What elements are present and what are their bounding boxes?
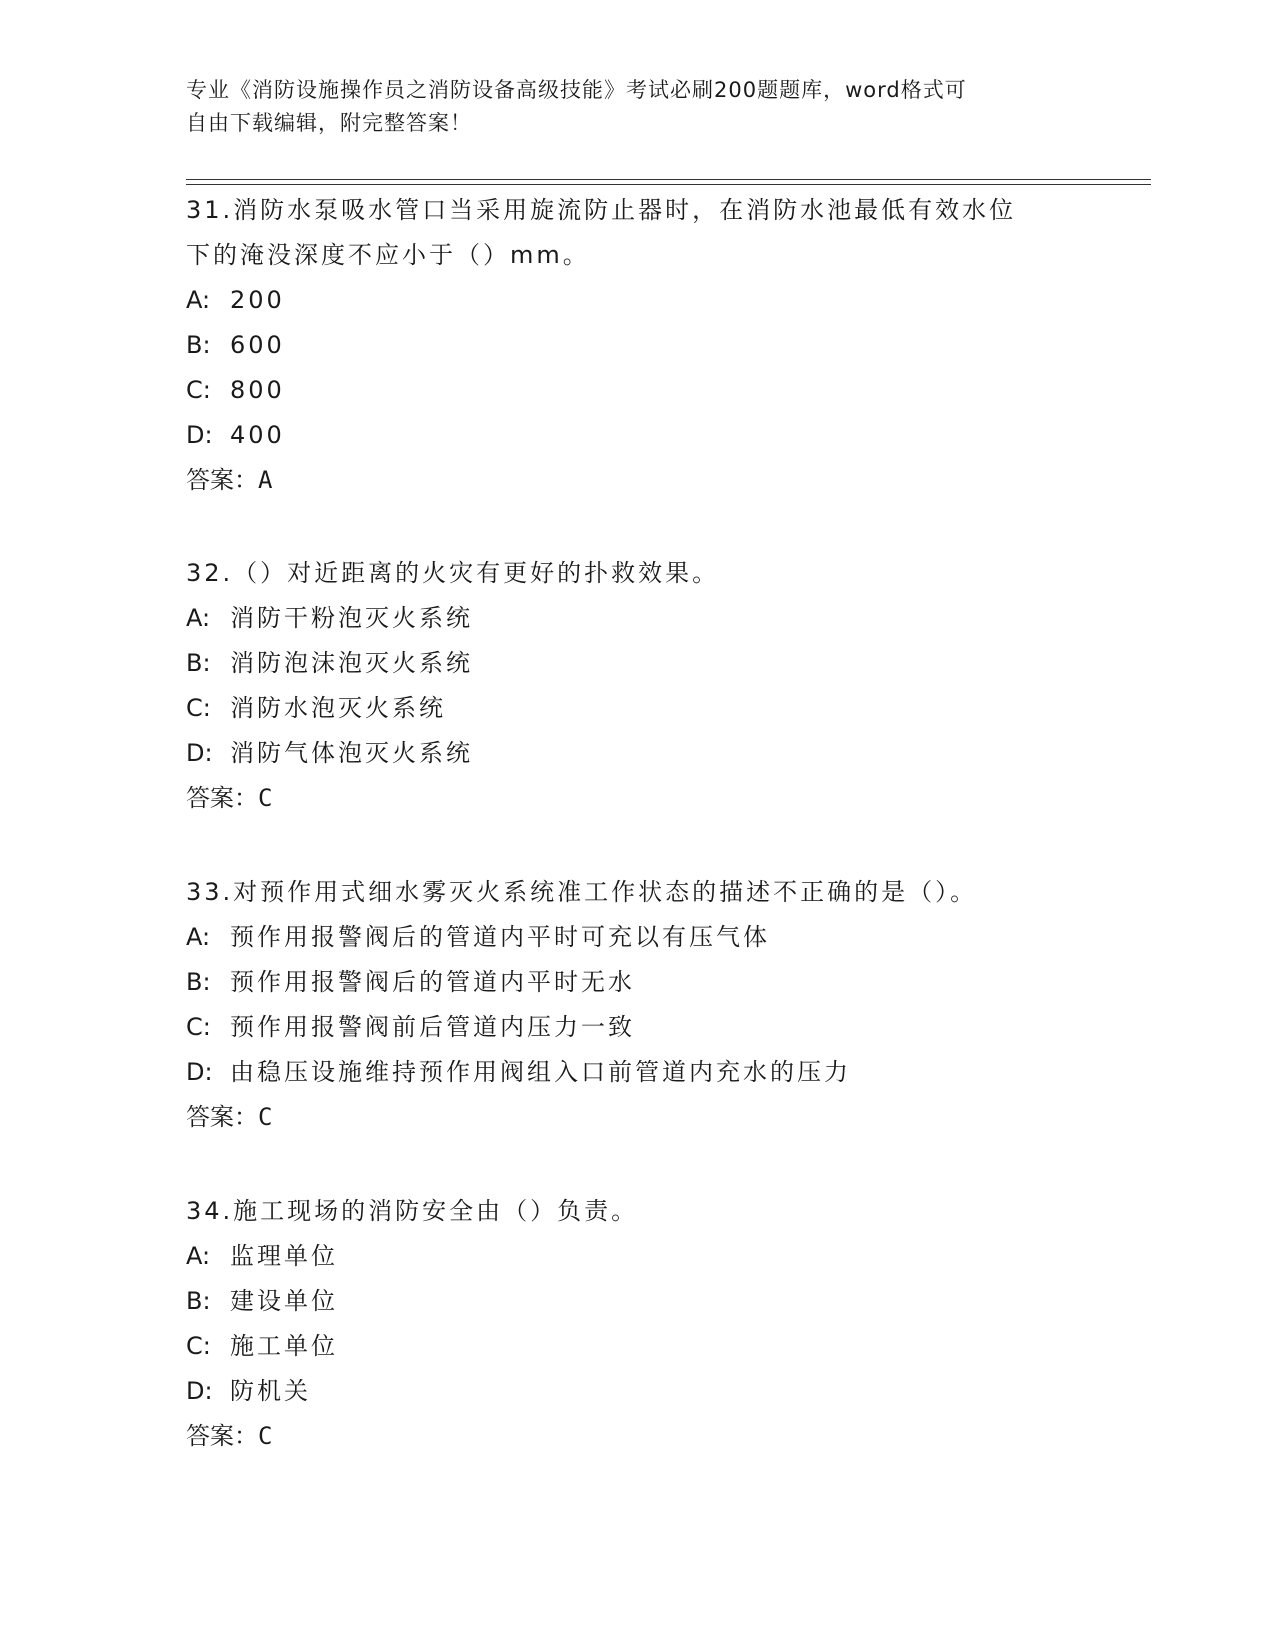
option-text: 由稳压设施维持预作用阀组入口前管道内充水的压力	[230, 1058, 851, 1086]
option-c	[186, 368, 1086, 413]
option-text: 施工单位	[230, 1332, 338, 1360]
question-33	[186, 870, 1086, 1140]
option-text: 预作用报警阀后的管道内平时可充以有压气体	[230, 923, 770, 951]
option-a	[186, 596, 1086, 641]
option-letter: A:	[186, 286, 211, 314]
question-stem-continued: 下的淹没深度不应小于（）mm。	[186, 241, 590, 269]
answer: 答案：C	[186, 1422, 273, 1450]
option-letter: D:	[186, 421, 213, 449]
option-b	[186, 323, 1086, 368]
question-stem: 33.对预作用式细水雾灭火系统准工作状态的描述不正确的是（）。	[186, 878, 978, 906]
option-text: 消防气体泡灭火系统	[230, 739, 473, 767]
header-divider-top	[186, 179, 1151, 180]
option-text: 监理单位	[230, 1242, 338, 1270]
option-letter: D:	[186, 1058, 213, 1086]
option-text: 800	[230, 376, 285, 404]
option-b	[186, 960, 1086, 1005]
option-a	[186, 915, 1086, 960]
option-letter: A:	[186, 1242, 211, 1270]
option-c	[186, 1005, 1086, 1050]
option-letter: C:	[186, 694, 211, 722]
option-letter: B:	[186, 1287, 211, 1315]
option-letter: B:	[186, 331, 211, 359]
option-a	[186, 1234, 1086, 1279]
option-d	[186, 1369, 1086, 1414]
option-d	[186, 413, 1086, 458]
question-31	[186, 188, 1086, 503]
option-text: 600	[230, 331, 285, 359]
option-b	[186, 1279, 1086, 1324]
answer: 答案：C	[186, 784, 273, 812]
header-divider-bottom	[186, 184, 1151, 185]
document-header	[186, 74, 1066, 140]
header-line-2: 自由下载编辑，附完整答案！	[186, 111, 472, 135]
answer: 答案：A	[186, 466, 273, 494]
option-text: 预作用报警阀后的管道内平时无水	[230, 968, 635, 996]
option-c	[186, 1324, 1086, 1369]
option-text: 预作用报警阀前后管道内压力一致	[230, 1013, 635, 1041]
question-stem: 32.（）对近距离的火灾有更好的扑救效果。	[186, 559, 720, 587]
option-letter: A:	[186, 923, 211, 951]
option-text: 消防泡沫泡灭火系统	[230, 649, 473, 677]
option-d	[186, 731, 1086, 776]
option-c	[186, 686, 1086, 731]
question-32	[186, 551, 1086, 821]
option-text: 建设单位	[230, 1287, 338, 1315]
question-34	[186, 1189, 1086, 1459]
option-letter: C:	[186, 1332, 211, 1360]
option-letter: B:	[186, 649, 211, 677]
option-letter: D:	[186, 739, 213, 767]
option-text: 200	[230, 286, 285, 314]
option-letter: B:	[186, 968, 211, 996]
option-letter: D:	[186, 1377, 213, 1405]
option-text: 消防水泡灭火系统	[230, 694, 446, 722]
question-stem: 31.消防水泵吸水管口当采用旋流防止器时，在消防水池最低有效水位	[186, 196, 1017, 224]
option-text: 400	[230, 421, 285, 449]
option-letter: C:	[186, 376, 211, 404]
option-b	[186, 641, 1086, 686]
option-letter: C:	[186, 1013, 211, 1041]
option-letter: A:	[186, 604, 211, 632]
option-d	[186, 1050, 1086, 1095]
question-stem: 34.施工现场的消防安全由（）负责。	[186, 1197, 639, 1225]
option-text: 防机关	[230, 1377, 311, 1405]
header-line-1: 专业《消防设施操作员之消防设备高级技能》考试必刷200题题库，word格式可	[186, 78, 967, 102]
option-a	[186, 278, 1086, 323]
answer: 答案：C	[186, 1103, 273, 1131]
option-text: 消防干粉泡灭火系统	[230, 604, 473, 632]
